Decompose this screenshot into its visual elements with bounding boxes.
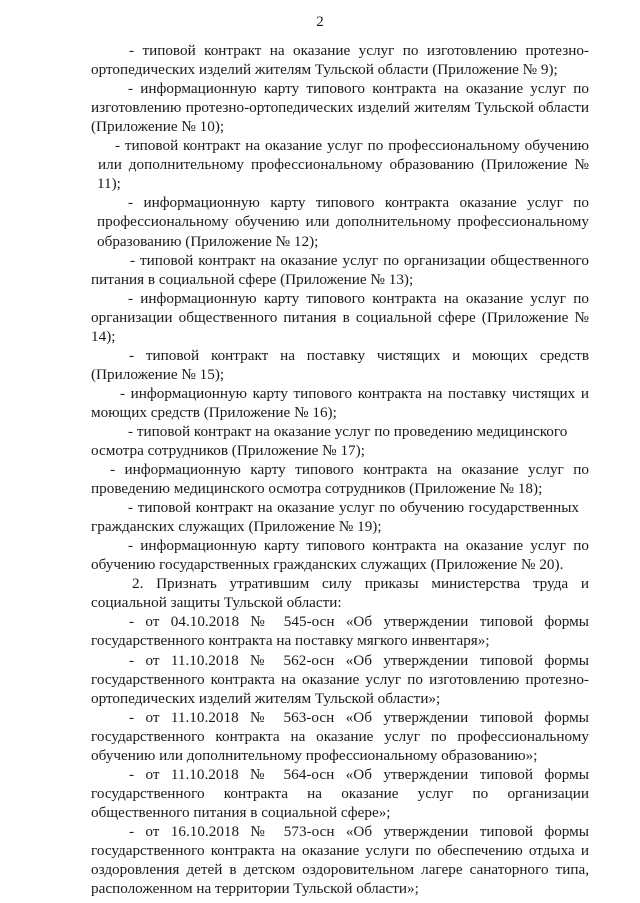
text-line: - от 11.10.2018 № 562-осн «Об утверждении типовой формы <box>129 651 589 669</box>
text-line: - от 11.10.2018 № 564-осн «Об утверждении типовой формы <box>129 765 589 783</box>
text-line: профессиональному обучению или дополнительному профессиональному <box>97 213 589 231</box>
text-line: - информационную карту типового контракта оказание услуг по <box>128 194 589 212</box>
text-line: 11); <box>97 175 121 193</box>
text-line: расположенном на территории Тульской области»; <box>91 880 419 897</box>
text-line: - типовой контракт на оказание услуг по проведению медицинского <box>128 422 568 440</box>
text-line: государственного контракта на оказание услуг по изготовлению протезно- <box>91 670 589 688</box>
text-line: организации общественного питания в социальной сфере (Приложение № <box>91 308 589 326</box>
text-line: - типовой контракт на оказание услуг по организации общественного <box>130 251 589 269</box>
text-line: обучению или дополнительному профессиональному образованию»; <box>91 746 538 764</box>
text-line: государственного контракта на оказание услуги по обеспечению отдыха и <box>91 841 589 859</box>
text-line: изготовлению протезно-ортопедических изделий жителям Тульской области <box>91 99 589 117</box>
text-line: - информационную карту типового контракта на оказание услуг по <box>128 80 589 98</box>
text-line: 14); <box>91 327 116 345</box>
text-line: проведению медицинского осмотра сотрудников (Приложение № 18); <box>91 480 543 497</box>
text-line: осмотра сотрудников (Приложение № 17); <box>91 442 365 459</box>
page-number: 2 <box>316 14 324 30</box>
text-line: гражданских служащих (Приложение № 19); <box>91 518 382 536</box>
text-line: - информационную карту типового контракта на оказание услуг по <box>128 537 589 555</box>
text-line: государственного контракта на оказание услуг по профессиональному <box>91 727 589 745</box>
text-line: (Приложение № 10); <box>91 118 225 136</box>
text-line: - информационную карту типового контракта на оказание услуг по <box>128 289 589 307</box>
text-line: оздоровления детей в детском оздоровительном лагере санаторного типа, <box>91 861 589 878</box>
text-line: государственного контракта на поставку мягкого инвентаря»; <box>91 632 490 650</box>
text-line: ортопедических изделий жителям Тульской области (Приложение № 9); <box>91 61 558 78</box>
text-line: 2. Признать утратившим силу приказы министерства труда и <box>132 575 589 593</box>
text-line: - от 16.10.2018 № 573-осн «Об утверждении типовой формы <box>129 822 589 840</box>
text-line: - информационную карту типового контракта на оказание услуг по <box>110 461 589 478</box>
text-line: - типовой контракт на оказание услуг по профессиональному обучению <box>115 137 589 155</box>
text-line: - типовой контракт на оказание услуг по обучению государственных <box>128 499 579 517</box>
text-line: - типовой контракт на оказание услуг по изготовлению протезно- <box>129 42 589 59</box>
text-line: (Приложение № 15); <box>91 365 225 383</box>
text-line: - от 04.10.2018 № 545-осн «Об утверждении типовой формы <box>129 613 589 631</box>
text-line: общественного питания в социальной сфере»; <box>91 803 391 821</box>
text-line: ортопедических изделий жителям Тульской области»; <box>91 689 441 707</box>
text-line: социальной защиты Тульской области: <box>91 594 342 612</box>
text-line: обучению государственных гражданских служащих (Приложение № 20). <box>91 556 564 574</box>
text-line: образованию (Приложение № 12); <box>97 232 319 250</box>
text-line: - типовой контракт на поставку чистящих и моющих средств <box>129 346 589 364</box>
text-line: или дополнительному профессиональному образованию (Приложение № <box>98 156 589 174</box>
text-line: государственного контракта на оказание услуг по организации <box>91 784 589 802</box>
text-line: - информационную карту типового контракта на поставку чистящих и <box>120 384 589 402</box>
text-line: - от 11.10.2018 № 563-осн «Об утверждении типовой формы <box>129 708 589 726</box>
text-line: моющих средств (Приложение № 16); <box>91 403 337 421</box>
text-line: питания в социальной сфере (Приложение № 13); <box>91 270 414 288</box>
